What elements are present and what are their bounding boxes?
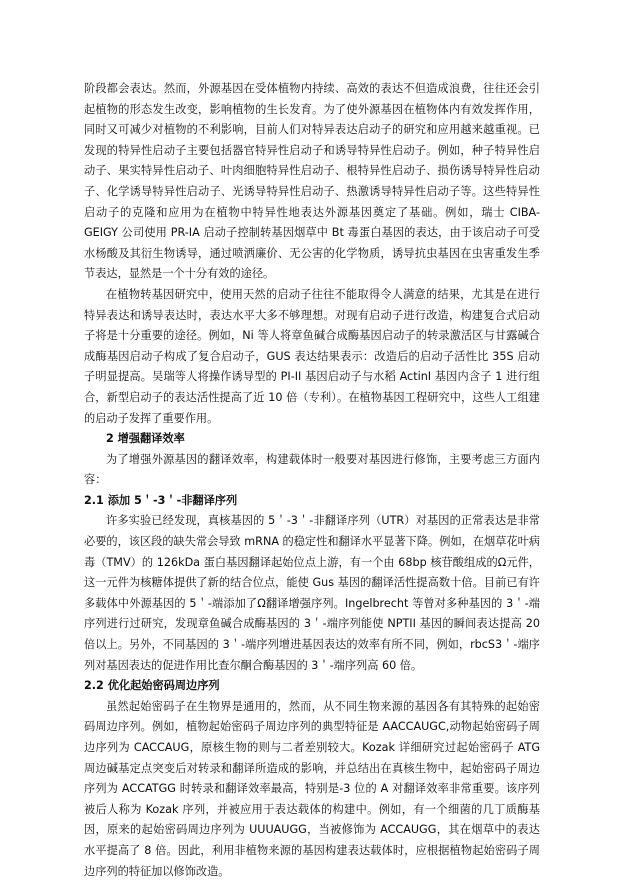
paragraph-translation-intro: 为了增强外源基因的翻译效率，构建载体时一般要对基因进行修饰，主要考虑三方面内容： [84,452,540,487]
paragraph-composite-promoters: 在植物转基因研究中，使用天然的启动子往往不能取得令人满意的结果，尤其是在进行特异表达和诱导表达时，表达水平大多不够理想。对现有启动子进行改造，构建复合式启动子将是十分重要的途径。例如，Ni 等人将章鱼碱合成酶基因启动子的转录激活区与甘露碱合成酶基因启动子构成了复合启动子，GUS 表达结果表示：改造后的启动子活性比 35S 启动子明显提高。吴瑞等人将操作诱导型的 PI-II 基因启动子与水稻 ActinI 基因内含子 1 进行组合，新型启动子的表达活性提高了近 10 倍（专利）。在植物基因工程研究中，这些人工组建的启动子发挥了重要作用。 [84,287,540,425]
section-heading-translation-efficiency: 2 增强翻译效率 [106,432,185,446]
subsection-heading-utr: 2.1 添加 5＇-3＇-非翻译序列 [84,493,238,507]
paragraph-utr: 许多实验已经发现，真核基因的 5＇-3＇-非翻译序列（UTR）对基因的正常表达是非常必要的，该区段的缺失常会导致 mRNA 的稳定性和翻译水平显著下降。例如，在烟草花叶病毒（TMV）的 126kDa 蛋白基因翻译起始位点上游，有一个由 68bp 核苷酸组成的Ω元件，这一元件为核糖体提供了新的结合位点，能使 Gus 基因的翻译活性提高数十倍。目前已有许多载体中外源基因的 5＇-端添加了Ω翻译增强序列。Ingelbrecht 等曾对多种基因的 3＇-端序列进行过研究，发现章鱼碱合成酶基因的 3＇-端序列能使 NPTII 基因的瞬间表达提高 20 倍以上。另外，不同基因的 3＇-端序列增进基因表达的效率有所不同，例如，rbcS3＇-端序列对基因表达的促进作用比查尔酮合酶基因的 3＇-端序列高 60 倍。 [84,514,540,672]
paragraph-specific-promoters: 阶段都会表达。然而，外源基因在受体植物内持续、高效的表达不但造成浪费，往往还会引起植物的形态发生改变，影响植物的生长发育。为了使外源基因在植物体内有效发挥作用，同时又可减少对植物的不利影响，目前人们对特异表达启动子的研究和应用越来越重视。已发现的特异性启动子主要包括器官特异性启动子和诱导特异性启动子。例如，种子特异性启动子、果实特异性启动子、叶肉细胞特异性启动子、根特异性启动子、损伤诱导特异性启动子、化学诱导特异性启动子、光诱导特异性启动子、热激诱导特异性启动子等。这些特异性启动子的克隆和应用为在植物中特异性地表达外源基因奠定了基础。例如，瑞士 CIBA-GEIGY 公司使用 PR-IA 启动子控制转基因烟草中 Bt 毒蛋白基因的表达，由于该启动子可受水杨酸及其衍生物诱导，通过喷洒廉价、无公害的化学物质，诱导抗虫基因在虫害重发生季节表达，显然是一个十分有效的途径。 [84,82,540,281]
subsection-heading-start-codon: 2.2 优化起始密码周边序列 [84,679,220,693]
paragraph-start-codon: 虽然起始密码子在生物界是通用的，然而，从不同生物来源的基因各有其特殊的起始密码周边序列。例如，植物起始密码子周边序列的典型特征是 AACCAUGC,动物起始密码子周边序列为 CACCAUG，原核生物的则与二者差别较大。Kozak 详细研究过起始密码子 ATG 周边碱基定点突变后对转录和翻译所造成的影响，并总结出在真核生物中，起始密码子周边序列为 ACCATGG 时转录和翻译效率最高，特别是-3 位的 A 对翻译效率非常重要。该序列被后人称为 Kozak 序列，并被应用于表达载体的构建中。例如，有一个细菌的几丁质酶基因，原来的起始密码周边序列为 UUUAUGG，当被修饰为 ACCAUGG，其在烟草中的表达水平提高了 8 倍。因此，利用非植物来源的基因构建表达载体时，应根据植物起始密码子周边序列的特征加以修饰改造。 [84,699,540,878]
